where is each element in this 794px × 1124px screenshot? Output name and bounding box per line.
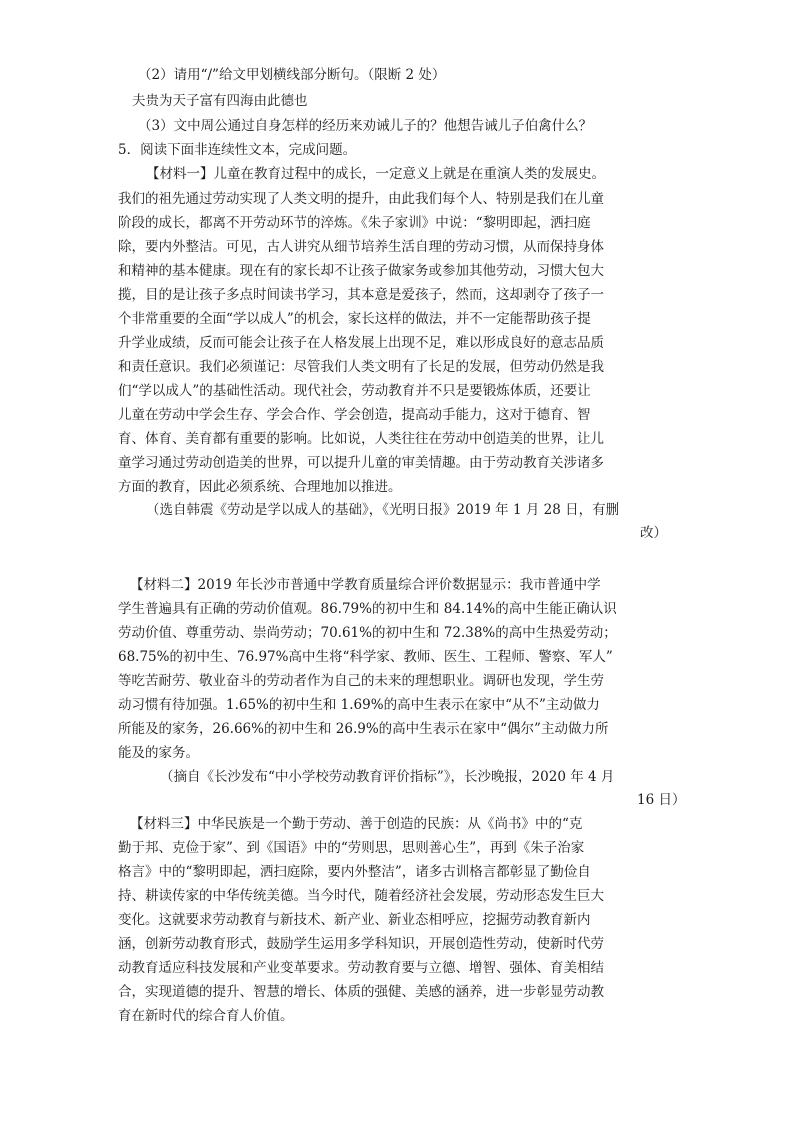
material-2-line: 所能及的家务，26.66%的初中生和 26.9%的高中生表示在家中“偶尔”主动做力所 [118, 721, 609, 737]
material-1-line: 升学业成绩，反而可能会让孩子在人格发展上出现不足，难以形成良好的意志品质 [118, 335, 604, 351]
material-2-line: 动习惯有待加强。1.65%的初中生和 1.69%的高中生表示在家中“从不”主动做力 [118, 697, 600, 713]
material-2-line: 劳动价值、尊重劳动、崇尚劳动；70.61%的初中生和 72.38%的高中生热爱劳动； [118, 625, 617, 641]
material-3-line: 格言》中的“黎明即起，洒扫庭除，要内外整洁”，诸多古训格言都彰显了勤俭自 [118, 864, 591, 880]
material-1-line: 育、体育、美育都有重要的影响。比如说，人类往往在劳动中创造美的世界，让儿 [118, 431, 604, 447]
material-1-source-cont: 改） [640, 525, 667, 541]
material-1-line: 阶段的成长，都离不开劳动环节的淬炼。《朱子家训》中说：“黎明即起，洒扫庭 [118, 215, 591, 231]
material-2-source: （摘自《长沙发布“中小学校劳动教育评价指标”》，长沙晚报，2020 年 4 月 [160, 769, 615, 785]
material-1-source: （选自韩震《劳动是学以成人的基础》，《光明日报》2019 年 1 月 28 日，有删 [146, 502, 620, 518]
material-2-line: 【材料二】2019 年长沙市普通中学教育质量综合评价数据显示：我市普通中学 [130, 577, 601, 593]
material-3-line: 勤于邦、克俭于家”、到《国语》中的“劳则思，思则善心生”，再到《朱子治家 [118, 840, 585, 856]
material-3-line: 育在新时代的综合育人价值。 [118, 1008, 294, 1024]
material-1-line: 童学习通过劳动创造美的世界，可以提升儿童的审美情趣。由于劳动教育关涉诸多 [118, 455, 604, 471]
question-2: （2）请用“/”给文甲划横线部分断句。（限断 2 处） [138, 67, 446, 83]
material-3-line: 涵，创新劳动教育形式，鼓励学生运用多学科知识，开展创造性劳动，使新时代劳 [118, 936, 604, 952]
material-1-line: 【材料一】儿童在教育过程中的成长，一定意义上就是在重演人类的发展史。 [146, 166, 605, 182]
material-1-line: 方面的教育，因此必须系统、合理地加以推进。 [118, 479, 402, 495]
material-1-line: 儿童在劳动中学会生存、学会合作、学会创造，提高动手能力，这对于德育、智 [118, 407, 591, 423]
material-2-line: 能及的家务。 [118, 745, 199, 761]
material-3-line: 动教育适应科技发展和产业变革要求。劳动教育要与立德、增智、强体、育美相结 [118, 960, 604, 976]
material-3-line: 变化。这就要求劳动教育与新技术、新产业、新业态相呼应，挖掘劳动教育新内 [118, 912, 591, 928]
material-1-line: 个非常重要的全面“学以成人”的机会，家长这样的做法，并不一定能帮助孩子提 [118, 311, 591, 327]
material-1-line: 除，要内外整洁。可见，古人讲究从细节培养生活自理的劳动习惯，从而保持身体 [118, 239, 604, 255]
material-1-line: 揽，目的是让孩子多点时间读书学习，其本意是爱孩子，然而，这却剥夺了孩子一 [118, 287, 604, 303]
material-2-line: 学生普遍具有正确的劳动价值观。86.79%的初中生和 84.14%的高中生能正确认识 [118, 601, 617, 617]
material-2-line: 等吃苦耐劳、敬业奋斗的劳动者作为自己的未来的理想职业。调研也发现，学生劳 [118, 673, 604, 689]
material-3-line: 合，实现道德的提升、智慧的增长、体质的强健、美感的涵养，进一步彰显劳动教 [118, 984, 604, 1000]
material-2-line: 68.75%的初中生、76.97%高中生将“科学家、教师、医生、工程师、警察、军人” [118, 649, 613, 665]
question-3: （3）文中周公通过自身怎样的经历来劝诫儿子的？他想告诫儿子伯禽什么？ [138, 118, 593, 134]
material-2-source-cont: 16 日） [637, 792, 686, 808]
material-1-line: 我们的祖先通过劳动实现了人类文明的提升，由此我们每个人、特别是我们在儿童 [118, 191, 604, 207]
material-3-line: 【材料三】中华民族是一个勤于劳动、善于创造的民族：从《尚书》中的“克 [130, 816, 583, 832]
question-5: 5．阅读下面非连续性文本，完成问题。 [118, 142, 357, 158]
material-1-line: 和责任意识。我们必须谨记：尽管我们人类文明有了长足的发展，但劳动仍然是我 [118, 359, 604, 375]
material-3-line: 持、耕读传家的中华传统美德。当今时代，随着经济社会发展，劳动形态发生巨大 [118, 888, 604, 904]
material-1-line: 和精神的基本健康。现在有的家长却不让孩子做家务或参加其他劳动，习惯大包大 [118, 263, 604, 279]
question-2-sentence: 夫贵为天子富有四海由此德也 [132, 93, 308, 109]
material-1-line: 们“学以成人”的基础性活动。现代社会，劳动教育并不只是要锻炼体质，还要让 [118, 383, 591, 399]
